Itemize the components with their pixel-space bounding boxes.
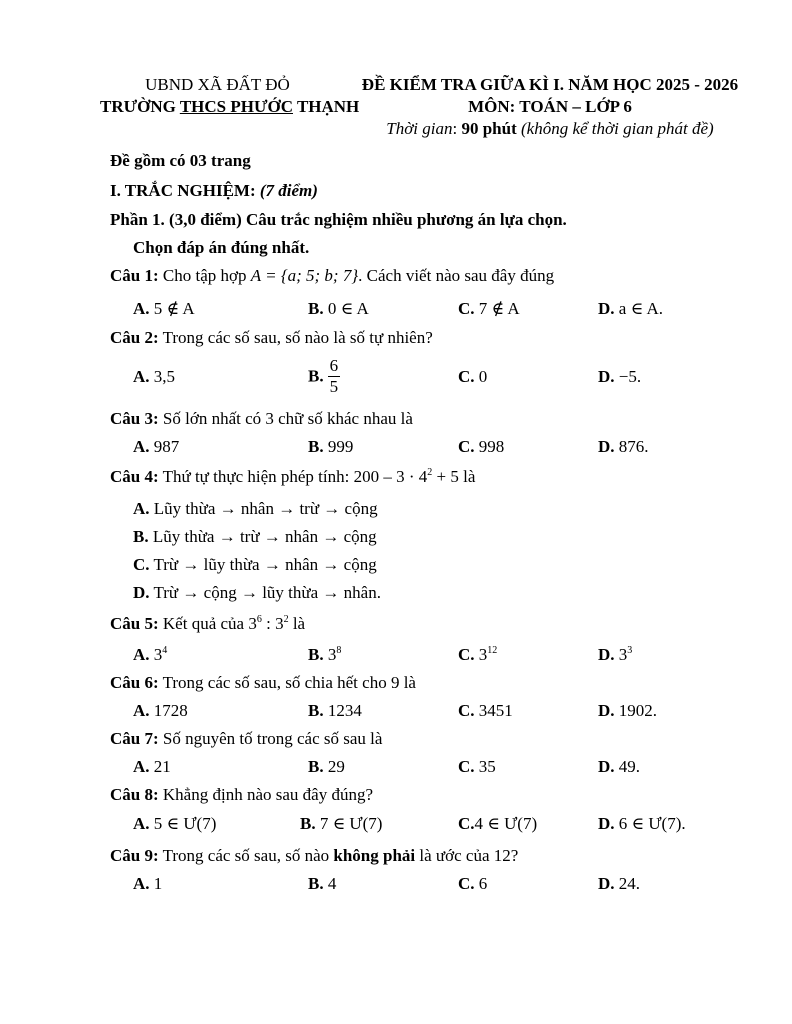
option-text: 7 ∉ A [478,299,520,318]
option-label: C. [458,874,475,893]
q5-option-c[interactable] [458,645,497,665]
q9-option-d[interactable] [598,874,640,894]
option-text: Trừ → cộng → lũy thừa → nhân. [153,583,381,602]
q6-option-d[interactable] [598,701,657,721]
division-operator: : [261,614,276,633]
option-text: 0 ∈ A [327,299,369,318]
option-text: 998 [478,437,505,456]
option-label: C. [458,645,475,664]
org-name: UBND XÃ ĐẤT ĐỎ [145,75,290,94]
question-1 [110,266,554,286]
option-label: A. [133,874,150,893]
option-text: Trừ → lũy thừa → nhân → cộng [153,555,377,574]
exponent: 4 [162,645,168,656]
option-text: 999 [327,437,354,456]
q4-option-a[interactable] [133,499,378,519]
time-colon: : [452,119,462,138]
q6-option-c[interactable] [458,701,513,721]
q3-option-c[interactable] [458,437,504,457]
q3-option-b[interactable] [308,437,353,457]
option-text: 49. [618,757,641,776]
option-text: 4 [327,874,337,893]
exam-subject: MÔN: TOÁN – LỚP 6 [468,97,632,116]
q5-option-a[interactable] [133,645,167,665]
option-text: 987 [153,437,180,456]
question-text-tail: là ước của 12? [415,846,519,865]
option-label: D. [598,299,615,318]
fraction [328,356,341,397]
option-label: A. [133,645,150,664]
q8-option-d[interactable] [598,814,686,834]
question-label: Câu 8: [110,785,159,804]
option-text: 1234 [327,701,362,720]
q3-option-d[interactable] [598,437,649,457]
q4-option-d[interactable] [133,583,381,603]
question-label: Câu 3: [110,409,159,428]
time-label: Thời gian [386,119,453,138]
question-text-tail: là [288,614,306,633]
q2-option-d[interactable] [598,367,641,387]
part-title: Phần 1. (3,0 điểm) Câu trắc nghiệm nhiều phương án lựa chọn. [110,210,567,229]
power-base: 3 [153,645,163,664]
option-label: D. [598,814,615,833]
option-label: C. [458,367,475,386]
fraction-denominator: 5 [329,377,339,396]
option-text: 24. [618,874,641,893]
power-base: 3 [327,645,337,664]
power-base: 3 [618,645,628,664]
option-text: 1902. [618,701,658,720]
option-text: 35 [478,757,496,776]
q1-option-d[interactable] [598,299,663,319]
option-text: −5. [618,367,642,386]
option-text: 29 [327,757,345,776]
exponent: 12 [487,645,498,656]
option-label: A. [133,701,150,720]
pages-note: Đề gồm có 03 trang [110,151,251,170]
question-text: Kết quả của [158,614,249,633]
question-4 [110,467,475,487]
school-suffix: THẠNH [293,97,360,116]
option-label: D. [133,583,150,602]
part-instruction: Chọn đáp án đúng nhất. [133,238,310,257]
option-label: B. [308,757,324,776]
option-text: 21 [153,757,171,776]
option-text: 1 [153,874,163,893]
option-label: B. [308,701,324,720]
option-text: 3451 [478,701,513,720]
question-text: Trong các số sau, số nào là số tự nhiên? [158,328,433,347]
question-math: 200 – 3 · 4 [353,467,428,486]
q1-option-c[interactable] [458,299,520,319]
question-label: Câu 9: [110,846,159,865]
time-value: 90 phút [461,119,517,138]
section-title [110,181,318,201]
option-label: C. [133,555,150,574]
option-label: A. [133,299,150,318]
q1-option-b[interactable] [308,299,369,319]
option-text: 876. [618,437,649,456]
question-8 [110,785,373,805]
option-text: 5 ∈ Ư(7) [153,814,217,833]
q7-option-d[interactable] [598,757,640,777]
option-text: 6 [478,874,488,893]
option-label: B. [308,366,324,386]
q4-option-b[interactable] [133,527,377,547]
exponent: 6 [256,614,262,625]
question-label: Câu 4: [110,467,159,486]
option-label: B. [133,527,149,546]
question-text: Số nguyên tố trong các số sau là [158,729,383,748]
school-prefix: TRƯỜNG [100,97,180,116]
q6-option-b[interactable] [308,701,362,721]
option-label: B. [308,437,324,456]
option-label: C. [458,437,475,456]
option-text: Lũy thừa → trừ → nhân → cộng [152,527,377,546]
question-6 [110,673,416,693]
q2-option-b[interactable] [308,356,340,397]
q5-option-d[interactable] [598,645,632,665]
question-text-tail: . Cách viết nào sau đây đúng [358,266,555,285]
option-label: D. [598,437,615,456]
option-text: 7 ∈ Ư(7) [319,814,383,833]
section-points: (7 điểm) [259,181,318,200]
question-text: Thứ tự thực hiện phép tính: [158,467,354,486]
option-label: D. [598,701,615,720]
option-label: B. [308,874,324,893]
school-name [100,96,360,118]
q3-option-a[interactable] [133,437,179,457]
q7-option-b[interactable] [308,757,345,777]
option-text: 4 ∈ Ư(7) [474,814,538,833]
option-label: B. [300,814,316,833]
question-3 [110,409,413,429]
question-math-tail: + 5 [432,467,459,486]
q2-option-a[interactable] [133,367,175,387]
question-math: A = {a; 5; b; 7} [250,266,359,285]
option-label: B. [308,299,324,318]
question-label: Câu 2: [110,328,159,347]
exponent: 2 [427,467,433,478]
option-label: A. [133,814,150,833]
exam-time [340,118,760,140]
question-text: Trong các số sau, số nào [158,846,334,865]
option-text: Lũy thừa → nhân → trừ → cộng [153,499,378,518]
option-text: 5 ∉ A [153,299,195,318]
question-text: Cho tập hợp [158,266,251,285]
option-label: C. [458,757,475,776]
exponent: 2 [283,614,289,625]
question-label: Câu 6: [110,673,159,692]
q9-option-a[interactable] [133,874,162,894]
option-label: A. [133,367,150,386]
q1-option-a[interactable] [133,299,195,319]
q7-option-c[interactable] [458,757,496,777]
option-label: C. [458,814,475,833]
question-7 [110,729,382,749]
exponent: 8 [336,645,342,656]
question-text: Số lớn nhất có 3 chữ số khác nhau là [158,409,413,428]
option-label: A. [133,499,150,518]
question-2 [110,328,433,348]
q8-option-b[interactable] [300,814,382,834]
question-label: Câu 5: [110,614,159,633]
question-text: Trong các số sau, số chia hết cho 9 là [158,673,416,692]
option-label: D. [598,645,615,664]
option-label: D. [598,367,615,386]
option-label: A. [133,437,150,456]
question-label: Câu 1: [110,266,159,285]
q2-option-c[interactable] [458,367,487,387]
exponent: 3 [627,645,633,656]
q7-option-a[interactable] [133,757,171,777]
fraction-numerator: 6 [329,356,339,375]
option-text: 0 [478,367,488,386]
option-label: B. [308,645,324,664]
option-text: 3,5 [153,367,176,386]
power-base: 3 [478,645,488,664]
q5-option-b[interactable] [308,645,341,665]
option-label: D. [598,874,615,893]
q8-option-a[interactable] [133,814,216,834]
q4-option-c[interactable] [133,555,377,575]
option-text: a ∈ A. [618,299,663,318]
school-underlined: THCS PHƯỚC [179,97,293,116]
question-text-emphasis: không phải [333,846,416,865]
question-5 [110,614,305,634]
question-9 [110,846,518,866]
q9-option-b[interactable] [308,874,336,894]
q6-option-a[interactable] [133,701,188,721]
option-label: A. [133,757,150,776]
time-note: (không kể thời gian phát đề) [516,119,714,138]
exam-title: ĐỀ KIỂM TRA GIỮA KÌ I. NĂM HỌC 2025 - 2026 [361,75,739,94]
question-text: Khẳng định nào sau đây đúng? [158,785,373,804]
q9-option-c[interactable] [458,874,487,894]
option-label: D. [598,757,615,776]
q8-option-c[interactable] [458,814,537,834]
power-base: 3 [248,614,257,633]
option-text: 1728 [153,701,188,720]
option-label: C. [458,299,475,318]
question-text-tail: là [458,467,476,486]
section-title-text: I. TRẮC NGHIỆM: [110,181,260,200]
option-label: C. [458,701,475,720]
option-text: 6 ∈ Ư(7). [618,814,686,833]
power-base: 3 [275,614,284,633]
question-label: Câu 7: [110,729,159,748]
